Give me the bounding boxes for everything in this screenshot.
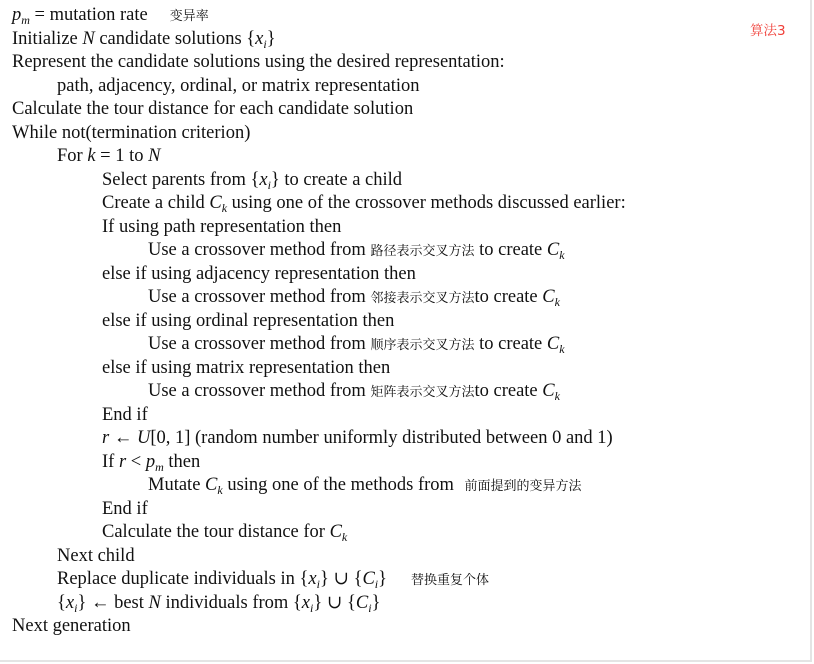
line-text: else if using ordinal representation then [102,310,395,331]
line-text: If [102,451,119,472]
chinese-annotation: 顺序表示交叉方法 [370,338,475,353]
line-text: using one of the crossover methods discussed earlier: [227,193,626,213]
line-text: } to create a child [270,169,403,190]
line-text: [0, 1] (random number uniformly distributed between 0 and 1) [150,428,613,448]
math-symbol: C [546,240,560,260]
pseudocode-line [148,474,582,501]
pseudocode-line [12,615,131,637]
math-symbol: k [217,483,223,497]
math-symbol: C [355,592,369,613]
pseudocode-line [102,521,347,548]
math-symbol: p [12,5,22,25]
line-text: to create [474,287,543,307]
line-text: Use a crossover method from [148,240,371,260]
math-symbol: U [136,428,151,448]
math-symbol: p [145,451,156,472]
line-text: If using path representation then [102,216,342,237]
line-text: Next generation [12,616,131,636]
pseudocode-line [102,263,416,285]
pseudocode-line [102,498,148,520]
math-symbol: i [316,577,320,591]
line-text: } ∪ { [313,592,356,613]
math-symbol: i [263,36,267,51]
chinese-annotation: 矩阵表示交叉方法 [370,385,475,400]
math-symbol: k [559,342,565,356]
math-symbol: r [118,451,127,472]
line-text: Replace duplicate individuals in { [57,569,309,589]
line-text: individuals from { [160,592,302,613]
line-text: Use a crossover method from [148,334,371,354]
pseudocode-line [12,122,250,144]
pseudocode-line [102,404,148,426]
pseudocode-line [57,75,419,97]
math-symbol: C [542,381,555,401]
math-symbol: i [310,600,314,615]
math-symbol: x [259,169,268,190]
line-text: Next child [57,545,135,566]
line-text: using one of the methods from [222,475,459,495]
line-text: < [126,451,146,472]
math-symbol: C [209,193,222,213]
pseudocode-line [12,51,505,73]
math-symbol: k [554,389,560,403]
math-symbol: k [554,295,560,309]
math-symbol: x [255,28,264,49]
chinese-annotation: 前面提到的变异方法 [464,479,582,494]
chinese-annotation: 邻接表示交叉方法 [370,291,475,306]
line-text: Use a crossover method from [148,287,371,307]
algorithm-tag: 算法3 [750,23,786,39]
line-text: then [163,451,201,472]
chinese-annotation: 路径表示交叉方法 [370,244,475,259]
math-symbol: k [221,201,228,215]
line-text: { [57,592,66,613]
line-text: Mutate [148,475,206,495]
line-text: Select parents from { [102,169,260,190]
math-symbol: x [301,592,311,613]
pseudocode-line [102,427,613,449]
line-text: Initialize [12,28,83,49]
math-symbol: r [102,428,110,448]
math-symbol: k [559,248,565,262]
math-symbol: N [148,146,161,166]
math-symbol: i [374,577,379,591]
line-text: path, adjacency, ordinal, or matrix representation [57,75,420,96]
line-text: For [57,146,88,166]
line-text: = mutation rate [29,5,148,25]
chinese-annotation: 替换重复个体 [411,573,490,588]
math-symbol: m [21,13,30,27]
math-symbol: i [74,600,78,615]
math-symbol: x [308,569,317,589]
math-symbol: i [267,177,271,192]
line-text: = 1 to [95,146,149,166]
line-text: Represent the candidate solutions using the desired representation: [12,52,505,72]
math-symbol: N [148,592,161,613]
math-symbol: i [368,600,372,615]
line-text: else if using adjacency representation then [102,263,416,284]
math-symbol: x [65,592,75,613]
math-symbol: k [341,530,348,544]
math-symbol: C [362,569,375,589]
line-text: to create [474,334,547,354]
line-text: ← [109,428,137,448]
line-text: While not(termination criterion) [12,122,251,143]
math-symbol: C [542,287,555,307]
math-symbol: N [82,28,95,49]
line-text: } [266,28,276,49]
line-text: } [378,569,388,589]
pseudocode-line [57,145,160,167]
math-symbol: k [87,146,96,166]
line-text: Use a crossover method from [148,381,371,401]
line-text: to create [474,240,547,260]
line-text: } ∪ { [319,569,363,589]
line-text: End if [102,498,148,519]
line-text: else if using matrix representation then [102,357,391,378]
line-text: End if [102,404,148,425]
line-text: } ← best [77,592,149,613]
pseudocode-line [57,545,135,567]
pseudocode-line [102,310,394,332]
line-text: to create [474,381,543,401]
line-text: candidate solutions { [94,28,256,49]
line-text: Calculate the tour distance for each candidate solution [12,99,414,119]
math-symbol: m [155,459,164,474]
pseudocode-line [148,380,560,407]
chinese-annotation: 变异率 [169,9,209,24]
math-symbol: C [329,522,342,542]
line-text: Create a child [102,193,210,213]
math-symbol: C [205,475,218,495]
pseudocode-line [102,357,390,379]
math-symbol: C [546,334,560,354]
pseudocode-line [12,98,413,120]
line-text: Calculate the tour distance for [102,522,330,542]
line-text: } [371,592,381,613]
pseudocode-line [102,216,341,238]
